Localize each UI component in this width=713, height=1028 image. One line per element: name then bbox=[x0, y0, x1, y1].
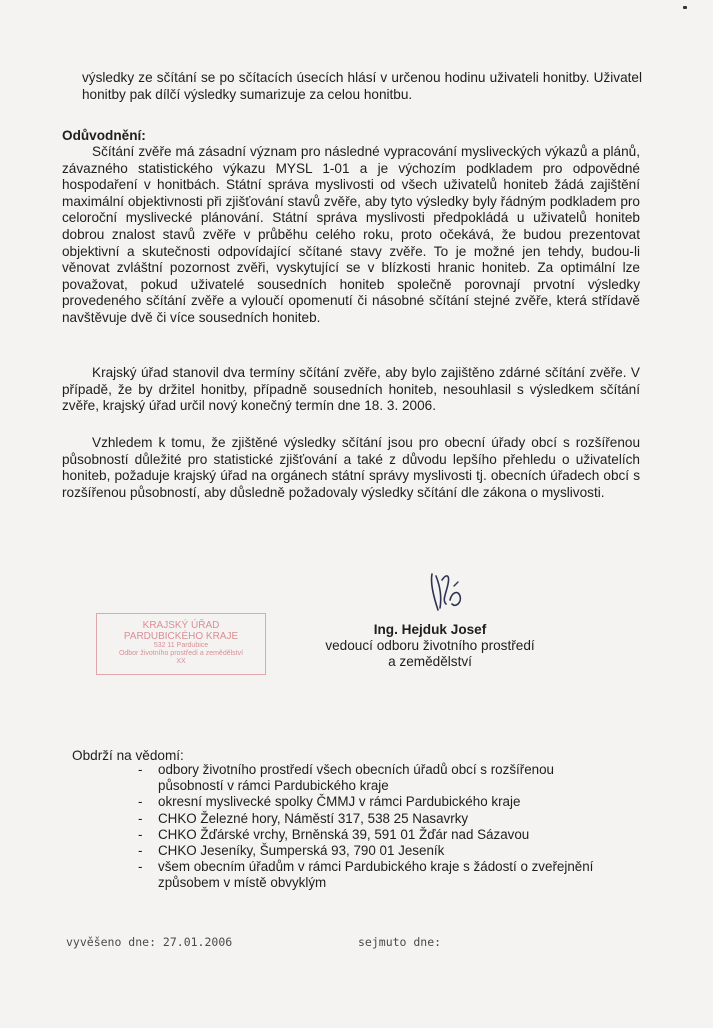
recipient-item: - CHKO Železné hory, Náměstí 317, 538 25 Nasavrky bbox=[138, 811, 608, 827]
scan-speck bbox=[683, 6, 687, 9]
stamp-line-1: KRAJSKÝ ÚŘAD bbox=[142, 620, 220, 631]
signature-block bbox=[320, 622, 540, 671]
stamp-line-4: Odbor životního prostředí a zemědělství bbox=[118, 650, 244, 657]
office-stamp bbox=[96, 613, 266, 675]
recipient-item: - okresní myslivecké spolky ČMMJ v rámci Pardubického kraje bbox=[138, 794, 608, 810]
signer-name: Ing. Hejduk Josef bbox=[373, 622, 487, 637]
reasoning-paragraph-3-text: Vzhledem k tomu, že zjištěné výsledky sčítání jsou pro obecní úřady obcí s rozšířenou působností důležité pro statistické zjišťování a také z důvodu lepšího přehledu o uživatelích honiteb, požaduje krajský úřad na orgánech státní správy myslivosti tj. obecních úřadech obcí s rozšířenou působností, aby důsledně požadovaly výsledky sčítání dle zákona o myslivosti. bbox=[62, 435, 640, 500]
reasoning-paragraph-1-text: Sčítání zvěře má zásadní význam pro následné vypracování mysliveckých výkazů a plánů, závazného statistického výkazu MYSL 1-01 a je výchozím podkladem pro odpovědné hospodaření v honitbách. Státní správa myslivosti od všech uživatelů honiteb žádá zajištění maximální objektivnosti při zjišťování stavů zvěře, aby tyto výsledky byly řádným podkladem pro celoroční myslivecké plánování. Státní správa myslivosti předpokládá u uživatelů honiteb dobrou znalost stavů zvěře v průběhu celého roku, proto očekává, že budou prezentovat objektivní a skutečnosti odpovídající sčítané stavy zvěře. To je možné jen tehdy, budou-li věnovat zvláštní pozornost zvěři, vyskytující se v blízkosti hranic honiteb. Za optimální lze považovat, pokud uživatelé sousedních honiteb společně porovnají prvotní výsledky provedeného sčítání zvěře a vyloučí opomenutí či násobné sčítání stejné zvěře, která střídavě navštěvuje dvě či více sousedních honiteb. bbox=[62, 144, 640, 325]
recipient-item: - odbory životního prostředí všech obecních úřadů obcí s rozšířenou působností v rámci Pardubického kraje bbox=[138, 762, 608, 794]
handwritten-signature bbox=[424, 570, 474, 618]
recipient-item: - CHKO Jeseníky, Šumperská 93, 790 01 Jeseník bbox=[138, 843, 608, 859]
reasoning-paragraph-3 bbox=[62, 435, 640, 501]
reasoning-heading: Odůvodnění: bbox=[62, 128, 146, 143]
removed-date: sejmuto dne: bbox=[358, 935, 442, 949]
posted-date: vyvěšeno dne: 27.01.2006 bbox=[66, 935, 233, 949]
stamp-line-5: XX bbox=[176, 658, 186, 665]
intro-paragraph: výsledky ze sčítání se po sčítacích úsecích hlásí v určenou hodinu uživateli honitby. Uživatel honitby pak dílčí výsledky sumarizuje za celou honitbu. bbox=[82, 70, 642, 102]
recipients-title: Obdrží na vědomí: bbox=[72, 748, 184, 763]
reasoning-paragraph-1 bbox=[62, 144, 640, 327]
recipient-item: - CHKO Žďárské vrchy, Brněnská 39, 591 01 Žďár nad Sázavou bbox=[138, 827, 608, 843]
reasoning-paragraph-2 bbox=[62, 365, 640, 415]
stamp-line-3: 532 11 Pardubice bbox=[153, 642, 209, 649]
signer-role-line-2: a zemědělství bbox=[388, 654, 472, 670]
stamp-line-2: PARDUBICKÉHO KRAJE bbox=[123, 631, 239, 642]
signer-role-line-1: vedoucí odboru životního prostředí bbox=[325, 638, 535, 654]
recipients-list bbox=[138, 762, 608, 892]
reasoning-paragraph-2-text: Krajský úřad stanovil dva termíny sčítání zvěře, aby bylo zajištěno zdárné sčítání zvěře. V případě, že by držitel honitby, případně sousedních honiteb, nesouhlasil s výsledkem sčítání zvěře, krajský úřad určil nový konečný termín dne 18. 3. 2006. bbox=[62, 365, 640, 414]
recipient-item: - všem obecním úřadům v rámci Pardubického kraje s žádostí o zveřejnění způsobem v místě obvyklým bbox=[138, 859, 608, 891]
